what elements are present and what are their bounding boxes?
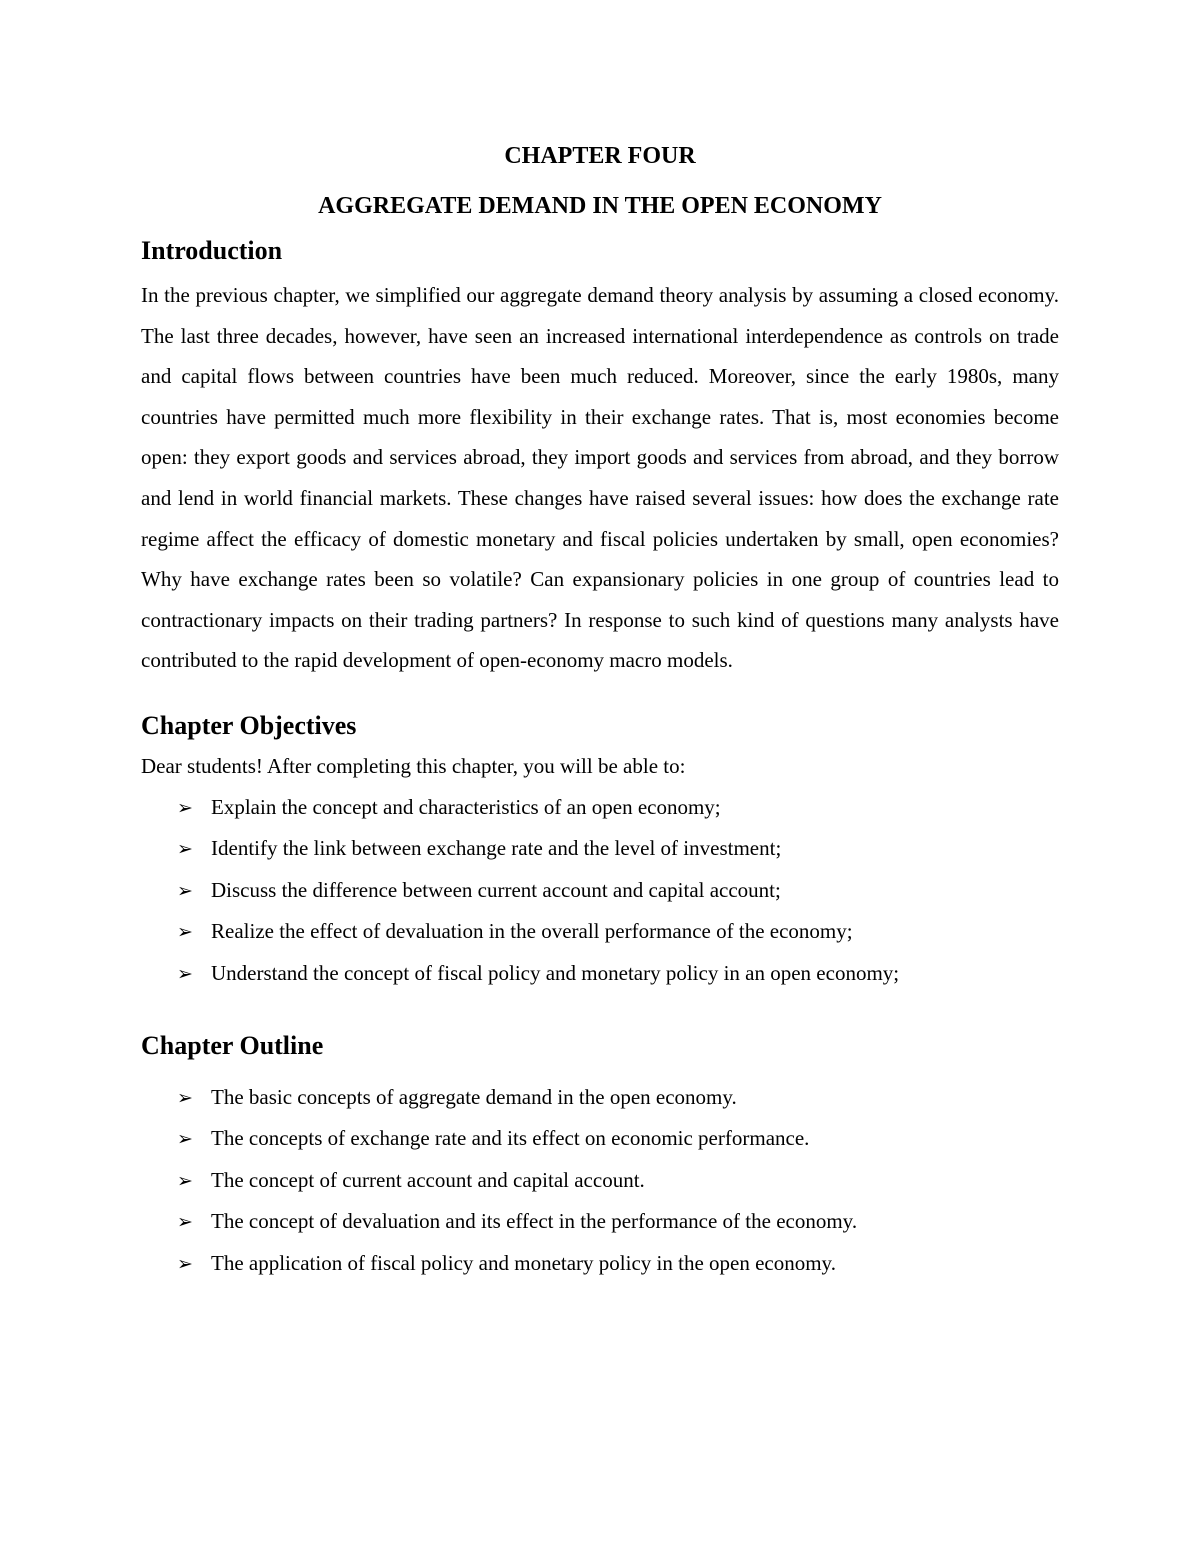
objective-text: Identify the link between exchange rate and the level of investment; — [211, 836, 782, 861]
list-item — [177, 828, 1059, 870]
list-item — [177, 911, 1059, 953]
objective-text: Realize the effect of devaluation in the overall performance of the economy; — [211, 919, 853, 944]
list-item — [177, 787, 1059, 829]
chapter-title: AGGREGATE DEMAND IN THE OPEN ECONOMY — [318, 193, 882, 219]
arrow-bullet-icon: ➢ — [177, 879, 193, 902]
objective-text: Understand the concept of fiscal policy and monetary policy in an open economy; — [211, 960, 900, 985]
arrow-bullet-icon: ➢ — [177, 1252, 193, 1275]
outline-text: The application of fiscal policy and monetary policy in the open economy. — [211, 1250, 836, 1275]
list-item — [177, 870, 1059, 912]
objectives-list — [141, 787, 1059, 995]
list-item — [177, 1201, 1059, 1243]
arrow-bullet-icon: ➢ — [177, 1128, 193, 1151]
arrow-bullet-icon: ➢ — [177, 1211, 193, 1234]
outline-heading: Chapter Outline — [141, 1030, 324, 1060]
arrow-bullet-icon: ➢ — [177, 921, 193, 944]
objectives-lead: Dear students! After completing this chapter, you will be able to: — [141, 753, 686, 778]
arrow-bullet-icon: ➢ — [177, 1086, 193, 1109]
objectives-heading: Chapter Objectives — [141, 710, 357, 740]
arrow-bullet-icon: ➢ — [177, 1169, 193, 1192]
list-item — [177, 1118, 1059, 1160]
chapter-number: CHAPTER FOUR — [504, 143, 696, 169]
list-item — [177, 953, 1059, 995]
introduction-heading: Introduction — [141, 236, 283, 265]
list-item — [177, 1160, 1059, 1202]
outline-text: The concept of current account and capital account. — [211, 1167, 645, 1192]
introduction-paragraph: In the previous chapter, we simplified our aggregate demand theory analysis by assuming a closed economy. The last three decades, however, have seen an increased international interdependence as controls on trade and capital flows between countries have been much reduced. Moreover, since the early 1980s, many countries have permitted much more flexibility in their exchange rates. That is, most economies become open: they export goods and services abroad, they import goods and services from abroad, and they borrow and lend in world financial markets. These changes have raised several issues: how does the exchange rate regime affect the efficacy of domestic monetary and fiscal policies undertaken by small, open economies? Why have exchange rates been so volatile? Can expansionary policies in one group of countries lead to contractionary impacts on their trading partners? In response to such kind of questions many analysts have contributed to the rapid development of open-economy macro models. — [141, 283, 1059, 673]
arrow-bullet-icon: ➢ — [177, 796, 193, 819]
arrow-bullet-icon: ➢ — [177, 962, 193, 985]
objective-text: Discuss the difference between current account and capital account; — [211, 877, 781, 902]
document-page — [141, 140, 1059, 1284]
objective-text: Explain the concept and characteristics of an open economy; — [211, 794, 721, 819]
outline-text: The concept of devaluation and its effect in the performance of the economy. — [211, 1209, 858, 1234]
list-item — [177, 1243, 1059, 1285]
outline-text: The basic concepts of aggregate demand in the open economy. — [211, 1084, 737, 1109]
arrow-bullet-icon: ➢ — [177, 838, 193, 861]
list-item — [177, 1077, 1059, 1119]
outline-text: The concepts of exchange rate and its effect on economic performance. — [211, 1126, 810, 1151]
outline-list — [141, 1077, 1059, 1285]
